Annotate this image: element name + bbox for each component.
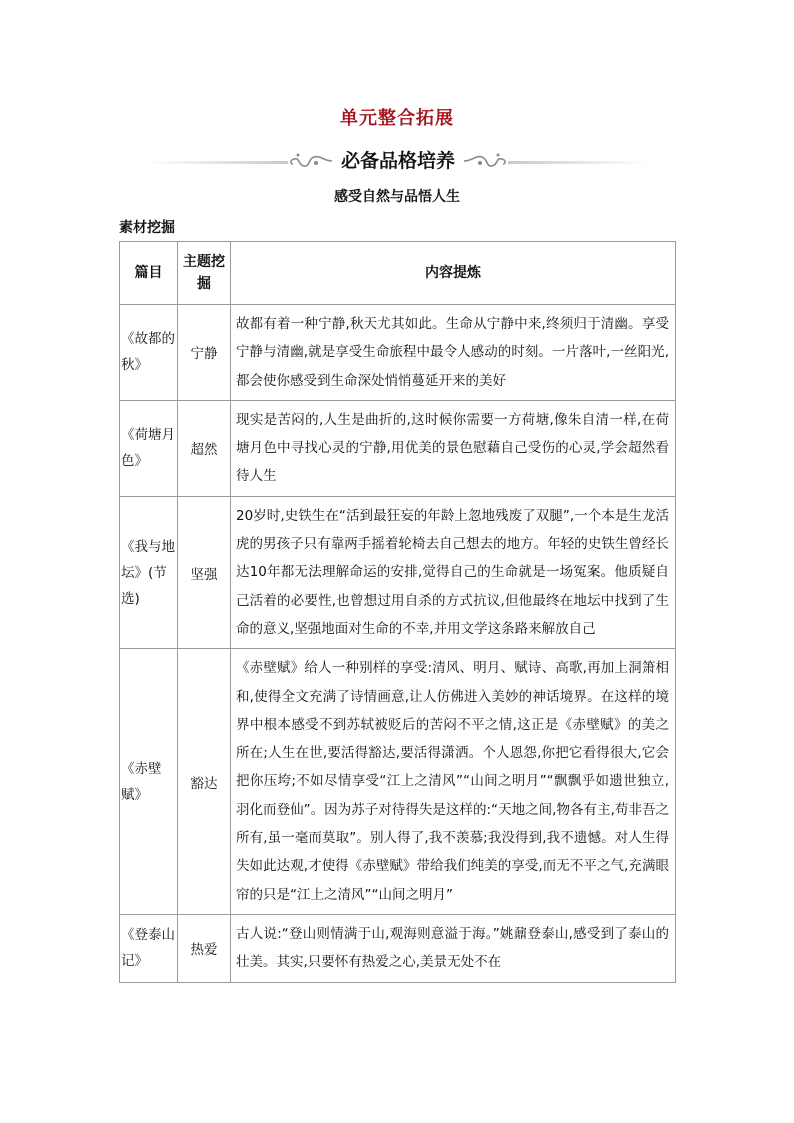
row-theme: 超然 bbox=[178, 400, 231, 496]
table-row bbox=[120, 496, 676, 648]
row-theme: 宁静 bbox=[178, 305, 231, 401]
section-label: 素材挖掘 bbox=[119, 220, 175, 236]
table-row bbox=[120, 400, 676, 496]
banner-line-right bbox=[508, 161, 648, 164]
table-row bbox=[120, 649, 676, 915]
row-title: 《故都的秋》 bbox=[120, 305, 178, 401]
table-row bbox=[120, 914, 676, 982]
unit-title: 单元整合拓展 bbox=[340, 108, 454, 129]
row-content: 20岁时,史铁生在“活到最狂妄的年龄上忽地残废了双腿”,一个本是生龙活虎的男孩子只有靠两手摇着轮椅去自己想去的地方。年轻的史铁生曾经长达10年都无法理解命运的安排,觉得自己的生命就是一场冤案。他质疑自己活着的必要性,也曾想过用自杀的方式抗议,但他最终在地坛中找到了生命的意义,坚强地面对生命的不幸,并用文学这条路来解放自己 bbox=[231, 496, 676, 648]
row-title: 《登泰山记》 bbox=[120, 914, 178, 982]
row-content: 《赤壁赋》给人一种别样的享受:清风、明月、赋诗、高歌,再加上洞箫相和,使得全文充满了诗情画意,让人仿佛进入美妙的神话境界。在这样的境界中根本感受不到苏轼被贬后的苦闷不平之情,这正是《赤壁赋》的美之所在;人生在世,要活得豁达,要活得潇洒。个人恩怨,你把它看得很大,它会把你压垮;不如尽情享受“江上之清风”“山间之明月”“飘飘乎如遗世独立,羽化而登仙”。因为苏子对待得失是这样的:“天地之间,物各有主,苟非吾之所有,虽一毫而莫取”。别人得了,我不羡慕;我没得到,我不遗憾。对人生得失如此达观,才使得《赤壁赋》带给我们纯美的享受,而无不平之气,充满眼帘的只是“江上之清风”“山间之明月” bbox=[231, 649, 676, 915]
row-content: 故都有着一种宁静,秋天尤其如此。生命从宁静中来,终须归于清幽。享受宁静与清幽,就是享受生命旅程中最令人感动的时刻。一片落叶,一丝阳光,都会使你感受到生命深处悄悄蔓延开来的美好 bbox=[231, 305, 676, 401]
subtitle: 感受自然与品悟人生 bbox=[334, 189, 460, 205]
row-content: 古人说:“登山则情满于山,观海则意溢于海。”姚鼐登泰山,感受到了泰山的壮美。其实,只要怀有热爱之心,美景无处不在 bbox=[231, 914, 676, 982]
table-header-row bbox=[120, 242, 676, 305]
table-row bbox=[120, 305, 676, 401]
section-banner bbox=[148, 144, 648, 178]
banner-line-left bbox=[148, 161, 288, 164]
row-theme: 热爱 bbox=[178, 914, 231, 982]
row-title: 《赤壁赋》 bbox=[120, 649, 178, 915]
swirl-ornament-icon bbox=[286, 151, 334, 171]
row-title: 《我与地坛》(节选) bbox=[120, 496, 178, 648]
column-header-theme: 主题挖掘 bbox=[178, 242, 231, 305]
banner-label: 必备品格培养 bbox=[340, 150, 455, 172]
row-title: 《荷塘月色》 bbox=[120, 400, 178, 496]
row-theme: 豁达 bbox=[178, 649, 231, 915]
column-header-title: 篇目 bbox=[120, 242, 178, 305]
row-content: 现实是苦闷的,人生是曲折的,这时候你需要一方荷塘,像朱自清一样,在荷塘月色中寻找心灵的宁静,用优美的景色慰藉自己受伤的心灵,学会超然看待人生 bbox=[231, 400, 676, 496]
material-table bbox=[119, 241, 676, 983]
row-theme: 坚强 bbox=[178, 496, 231, 648]
swirl-ornament-icon bbox=[462, 151, 510, 171]
column-header-content: 内容提炼 bbox=[231, 242, 676, 305]
